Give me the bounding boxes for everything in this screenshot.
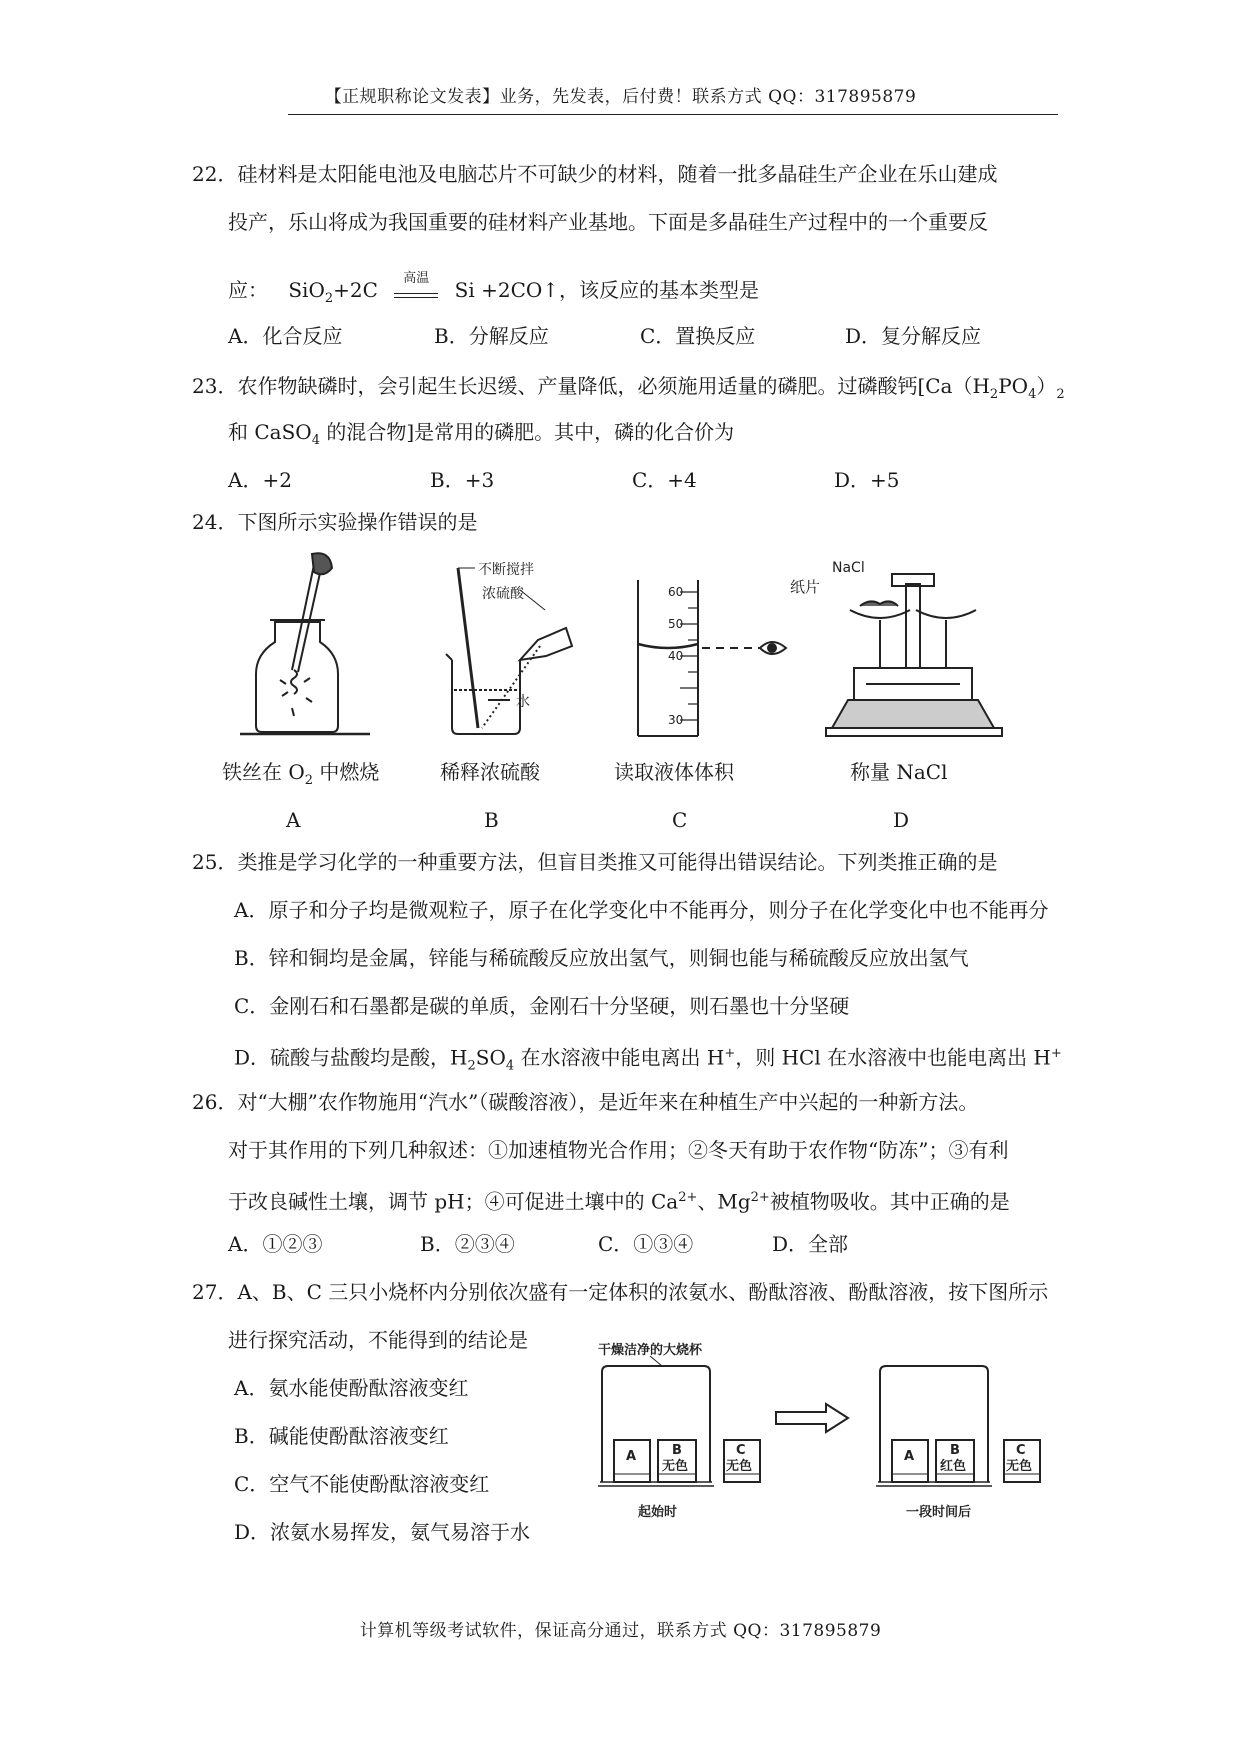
q26-line3: 于改良碱性土壤，调节 pH；④可促进土壤中的 $Ca^{2+}$、$Mg^{2+}$被植物吸收。其中正确的是 <box>228 1189 1010 1214</box>
figure-b-dilution <box>446 561 572 734</box>
figure-letter-d: D <box>893 808 910 832</box>
label-b-colorless: 无色 <box>662 1459 689 1474</box>
figure-d-balance <box>790 560 1002 736</box>
q27-option-a: A．氨水能使酚酞溶液变红 <box>234 1376 469 1400</box>
label-after: 一段时间后 <box>906 1505 972 1520</box>
q25-option-d: D．硫酸与盐酸均是酸，$H_2SO_4$ 在水溶液中能电离出 H+，则 HCl 在水溶液中也能电离出 H+ <box>234 1045 1062 1074</box>
label-stir: 不断搅拌 <box>478 562 534 578</box>
q25-option-c: C．金刚石和石墨都是碳的单质，金刚石十分坚硬，则石墨也十分坚硬 <box>234 994 850 1018</box>
q23-line1: 23．农作物缺磷时，会引起生长迟缓、产量降低，必须施用适量的磷肥。过磷酸钙[$Ca(H_2PO_4)_2$ <box>192 374 1065 402</box>
label-a-start: A <box>626 1449 637 1464</box>
q22-equation-line <box>228 270 760 313</box>
page-header: 【正规职称论文发表】业务，先发表，后付费！联系方式 QQ：317895879 <box>324 87 917 107</box>
q23-option-d: D．+5 <box>834 468 900 492</box>
q27-option-b: B．碱能使酚酞溶液变红 <box>234 1424 449 1448</box>
q27-option-c: C．空气不能使酚酞溶液变红 <box>234 1472 490 1496</box>
label-b-red: 红色 <box>940 1459 967 1474</box>
q27-figure <box>590 1336 1060 1526</box>
big-beaker-after <box>880 1366 988 1482</box>
q25-stem: 25．类推是学习化学的一种重要方法，但盲目类推又可能得出错误结论。下列类推正确的是 <box>192 850 998 874</box>
q22-option-a: A．化合反应 <box>228 324 343 348</box>
caption-d: 称量 NaCl <box>850 760 948 784</box>
figure-c-cylinder <box>638 580 786 736</box>
label-c-after: C <box>1016 1443 1026 1458</box>
label-acid: 浓硫酸 <box>482 586 524 602</box>
q23-line2: 和 CaSO$_4$ 的混合物]是常用的磷肥。其中，磷的化合价为 <box>228 420 735 448</box>
figure-letter-a: A <box>286 808 301 832</box>
reaction-condition: 高温 <box>403 270 430 286</box>
q22-option-c: C．置换反应 <box>640 324 756 348</box>
q26-option-b: B．②③④ <box>420 1232 515 1256</box>
label-start: 起始时 <box>638 1505 678 1520</box>
q22-eq-right: Si +2CO↑，该反应的基本类型是 <box>454 278 760 302</box>
label-c-colorless-start: 无色 <box>726 1459 753 1474</box>
q26-option-c: C．①③④ <box>598 1232 694 1256</box>
q22-line3-prefix: 应： <box>228 278 268 302</box>
big-beaker-start <box>602 1366 710 1482</box>
label-nacl: NaCl <box>832 560 865 576</box>
label-a-after: A <box>904 1449 915 1464</box>
q26-option-a: A．①②③ <box>228 1232 323 1256</box>
caption-a: 铁丝在 $O_2$ 中燃烧 <box>222 760 380 788</box>
q22-line1: 22．硅材料是太阳能电池及电脑芯片不可缺少的材料，随着一批多晶硅生产企业在乐山建成 <box>192 162 998 186</box>
q22-line2: 投产，乐山将成为我国重要的硅材料产业基地。下面是多晶硅生产过程中的一个重要反 <box>228 210 988 234</box>
label-b-after: B <box>950 1443 960 1458</box>
q26-option-d: D．全部 <box>772 1232 849 1256</box>
q24-figures <box>220 550 1070 740</box>
reaction-condition-arrow <box>394 270 438 306</box>
tick-40: 40 <box>668 649 684 663</box>
q27-option-d: D．浓氨水易挥发，氨气易溶于水 <box>234 1520 531 1544</box>
header-rule <box>288 114 1058 115</box>
q22-eq-left: SiO$_2$+2C <box>288 278 378 306</box>
q25-option-b: B．锌和铜均是金属，锌能与稀硫酸反应放出氢气，则铜也能与稀硫酸反应放出氢气 <box>234 946 969 970</box>
q27-line2: 进行探究活动，不能得到的结论是 <box>228 1328 528 1352</box>
caption-b: 稀释浓硫酸 <box>440 760 540 784</box>
q26-line1: 26．对“大棚”农作物施用“汽水”（碳酸溶液），是近年来在种植生产中兴起的一种新方法。 <box>192 1090 979 1114</box>
label-c-colorless-after: 无色 <box>1006 1459 1033 1474</box>
figure-letter-c: C <box>672 808 688 832</box>
label-big-beaker: 干燥洁净的大烧杯 <box>598 1343 703 1358</box>
label-b-start: B <box>672 1443 682 1458</box>
q23-option-c: C．+4 <box>632 468 697 492</box>
q22-option-b: B．分解反应 <box>434 324 549 348</box>
process-arrow <box>776 1404 848 1432</box>
caption-c: 读取液体体积 <box>614 760 734 784</box>
q23-option-a: A．+2 <box>228 468 292 492</box>
figure-letter-b: B <box>484 808 499 832</box>
page-footer: 计算机等级考试软件，保证高分通过，联系方式 QQ：317895879 <box>359 1621 882 1641</box>
q25-option-a: A．原子和分子均是微观粒子，原子在化学变化中不能再分，则分子在化学变化中也不能再分 <box>234 898 1049 922</box>
label-paper: 纸片 <box>790 578 821 596</box>
tick-50: 50 <box>668 617 684 631</box>
q23-option-b: B．+3 <box>430 468 495 492</box>
tick-60: 60 <box>668 585 684 599</box>
figure-a-iron-burning <box>240 553 370 734</box>
q27-line1: 27．A、B、C 三只小烧杯内分别依次盛有一定体积的浓氨水、酚酞溶液、酚酞溶液，按下图所示 <box>192 1280 1049 1304</box>
q22-option-d: D．复分解反应 <box>845 324 982 348</box>
q26-line2: 对于其作用的下列几种叙述：①加速植物光合作用；②冬天有助于农作物“防冻”；③有利 <box>228 1138 1009 1162</box>
tick-30: 30 <box>668 713 684 727</box>
label-water: 水 <box>516 694 530 710</box>
q24-stem: 24．下图所示实验操作错误的是 <box>192 510 478 534</box>
label-c-start: C <box>736 1443 746 1458</box>
